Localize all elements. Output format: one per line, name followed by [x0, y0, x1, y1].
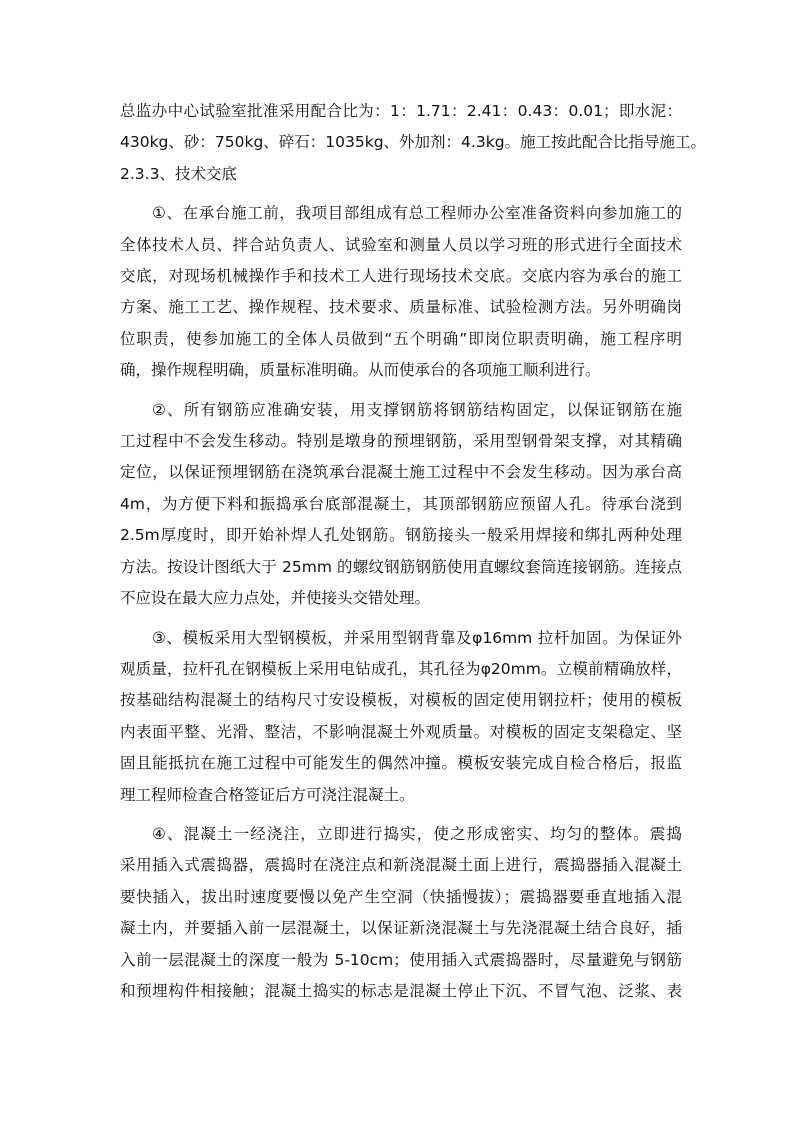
- text-line: ③、模板采用大型钢模板，并采用型钢背靠及φ16mm 拉杆加固。为保证外: [152, 628, 682, 647]
- text-line: 固且能抵抗在施工过程中可能发生的偶然冲撞。模板安装完成自检合格后，报监: [120, 754, 682, 773]
- text-line: 确，操作规程明确，质量标准明确。从而使承台的各项施工顺利进行。: [120, 361, 601, 380]
- section-heading: 2.3.3、技术交底: [120, 164, 237, 183]
- text-line: 凝土内，并要插入前一层混凝土，以保证新浇混凝土与先浇混凝土结合良好，插: [120, 919, 682, 938]
- text-line: 定位，以保证预埋钢筋在浇筑承台混凝土施工过程中不会发生移动。因为承台高: [120, 463, 682, 482]
- text-line: 要快插入，拔出时速度要慢以免产生空洞（快插慢拔）；震捣器要垂直地插入混: [120, 887, 682, 906]
- paragraph-1: [120, 198, 684, 386]
- text-line: 总监办中心试验室批准采用配合比为：1：1.71：2.41：0.43：0.01；即水泥：: [120, 102, 682, 120]
- text-line: 不应设在最大应力点处，并使接头交错处理。: [120, 589, 431, 608]
- mix-ratio-paragraph: [120, 96, 707, 190]
- paragraph-4: [120, 819, 684, 1007]
- text-line: ②、所有钢筋应准确安装，用支撑钢筋将钢筋结构固定，以保证钢筋在施: [152, 400, 682, 419]
- text-line: 理工程师检查合格签证后方可浇注混凝土。: [120, 785, 415, 804]
- paragraph-3: [120, 623, 684, 811]
- text-line: 观质量，拉杆孔在钢模板上采用电钻成孔，其孔径为φ20mm。立模前精确放样，: [120, 659, 682, 678]
- text-line: 内表面平整、光滑、整洁，不影响混凝土外观质量。对模板的固定支架稳定、坚: [120, 722, 682, 741]
- text-line: 全体技术人员、拌合站负责人、试验室和测量人员以学习班的形式进行全面技术: [120, 235, 682, 254]
- text-line: 方案、施工工艺、操作规程、技术要求、质量标准、试验检测方法。另外明确岗: [120, 298, 682, 317]
- text-line: ④、混凝土一经浇注，立即进行捣实，使之形成密实、均匀的整体。震捣: [152, 824, 682, 843]
- text-line: 430kg、砂：750kg、碎石：1035kg、外加剂：4.3kg。施工按此配合比指导施工。: [120, 133, 707, 152]
- text-line: 方法。按设计图纸大于 25mm 的螺纹钢筋钢筋使用直螺纹套筒连接钢筋。连接点: [120, 557, 682, 576]
- text-line: 入前一层混凝土的深度一般为 5-10cm；使用插入式震捣器时，尽量避免与钢筋: [120, 950, 682, 969]
- text-line: ①、在承台施工前，我项目部组成有总工程师办公室准备资料向参加施工的: [152, 204, 682, 223]
- text-line: 按基础结构混凝土的结构尺寸安设模板，对模板的固定使用钢拉杆；使用的模板: [120, 691, 682, 710]
- text-line: 位职责，使参加施工的全体人员做到“五个明确”即岗位职责明确，施工程序明: [120, 329, 682, 348]
- paragraph-2: [120, 395, 684, 615]
- text-line: 2.5m厚度时，即开始补焊人孔处钢筋。钢筋接头一般采用焊接和绑扎两种处理: [120, 526, 682, 545]
- text-line: 工过程中不会发生移动。特别是墩身的预埋钢筋，采用型钢骨架支撑，对其精确: [120, 432, 682, 451]
- text-line: 和预埋构件相接触；混凝土捣实的标志是混凝土停止下沉、不冒气泡、泛浆、表: [120, 981, 682, 1000]
- text-line: 交底，对现场机械操作手和技术工人进行现场技术交底。交底内容为承台的施工: [120, 267, 682, 286]
- text-line: 4m，为方便下料和振捣承台底部混凝土，其顶部钢筋应预留人孔。待承台浇到: [120, 494, 682, 513]
- text-line: 采用插入式震捣器，震捣时在浇注点和新浇混凝土面上进行，震捣器插入混凝土: [120, 856, 682, 875]
